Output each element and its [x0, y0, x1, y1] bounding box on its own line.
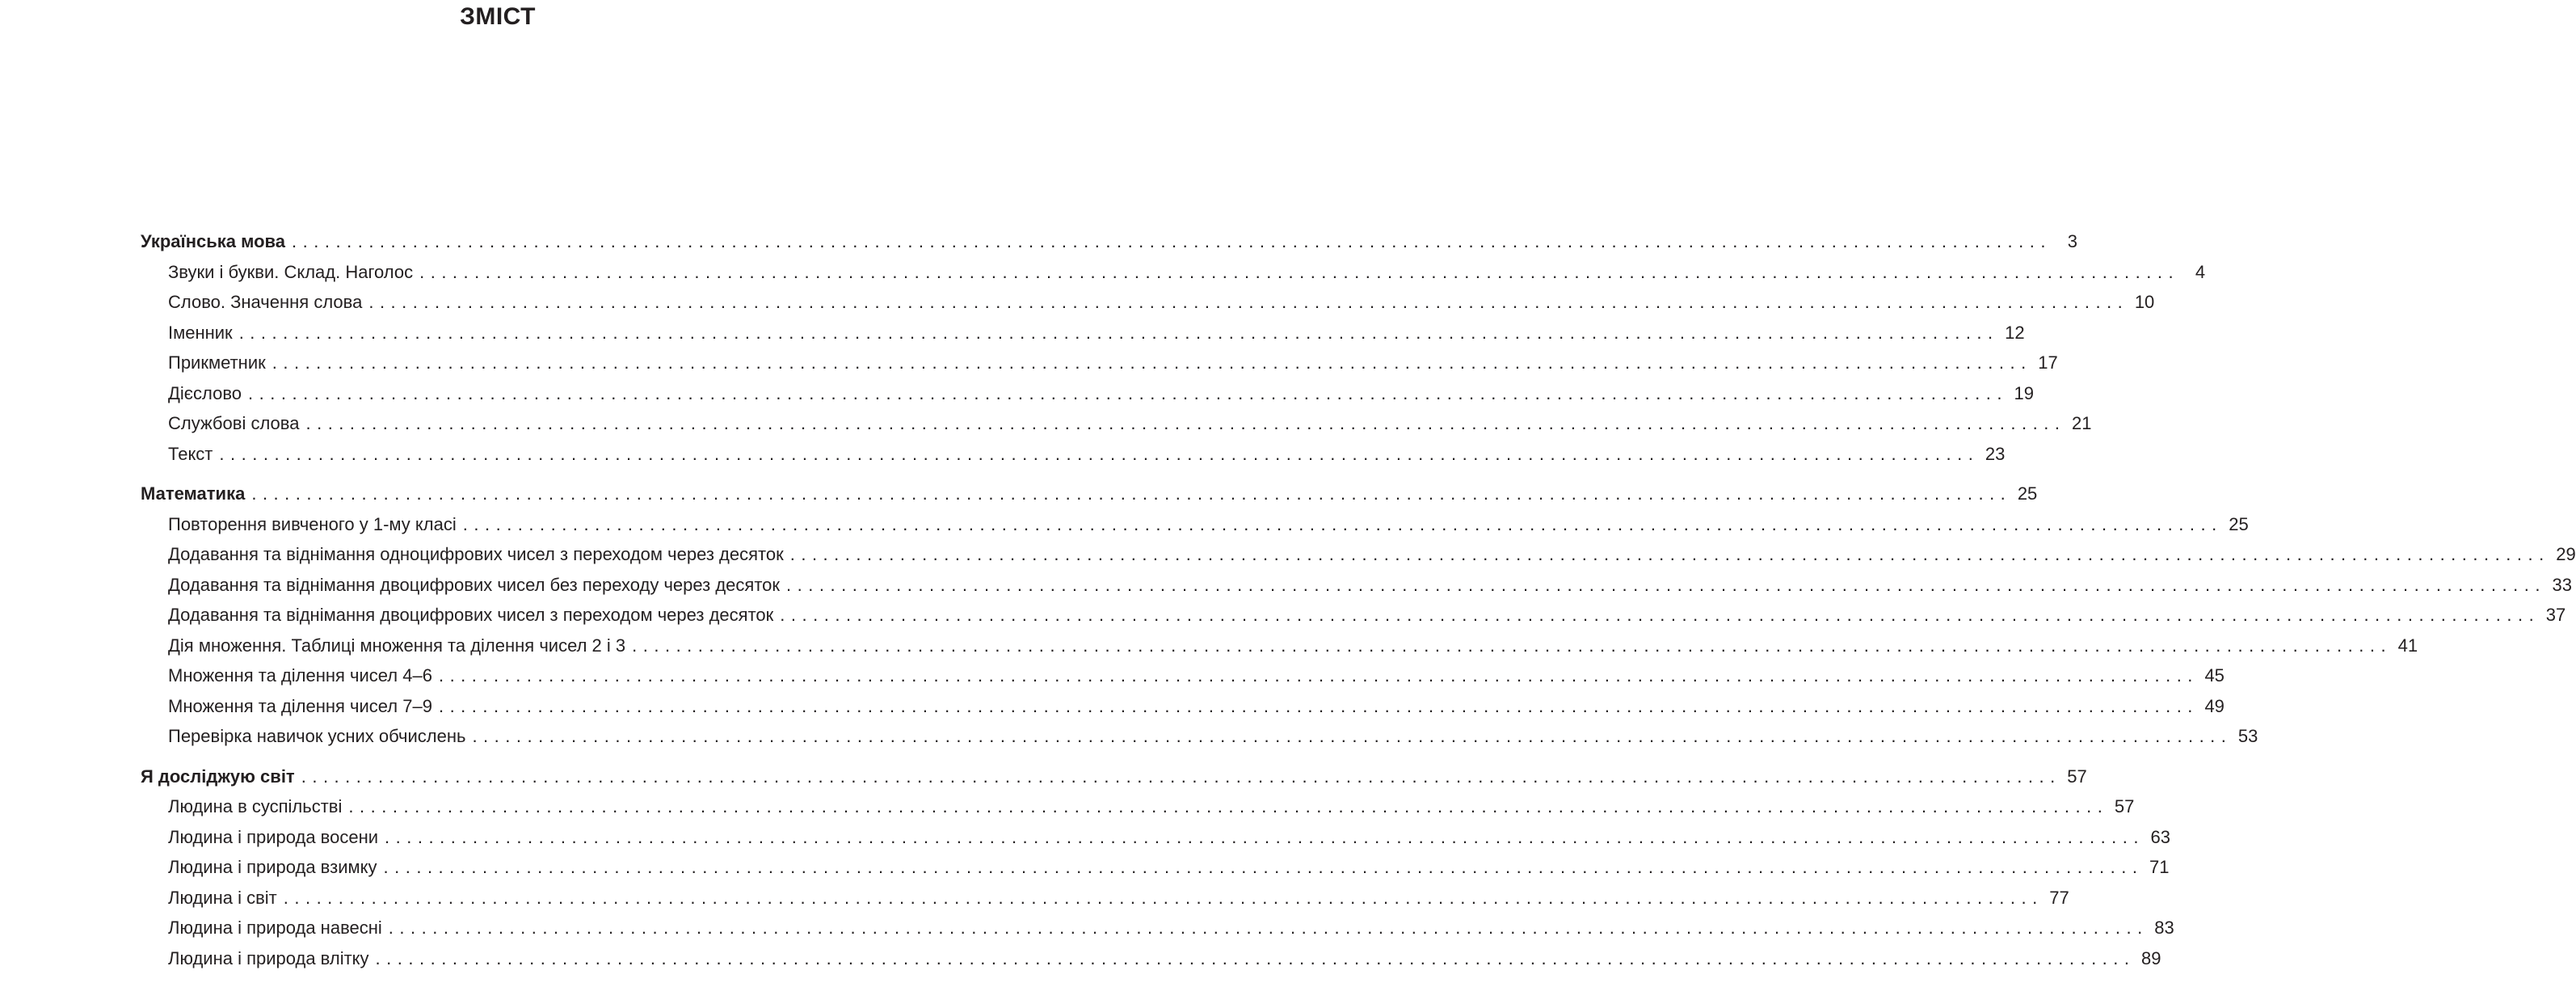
dot-leader: ................................................................................................................................................................ — [438, 665, 2199, 686]
dot-leader: ................................................................................................................................................................ — [383, 857, 2144, 877]
dot-leader: ................................................................................................................................................................ — [305, 413, 2066, 433]
page-number: 29 — [2556, 544, 2576, 564]
page-number: 45 — [2204, 665, 2225, 686]
dot-leader: ................................................................................................................................................................ — [388, 918, 2149, 938]
page-number: 49 — [2204, 695, 2225, 716]
toc-entry[interactable] — [141, 660, 2225, 691]
dot-leader: ................................................................................................................................................................ — [789, 544, 2550, 564]
section-title: Я досліджую світ — [141, 766, 295, 787]
dot-leader: ................................................................................................................................................................ — [438, 695, 2199, 716]
toc-entry[interactable] — [141, 408, 2092, 439]
page-number: 4 — [2195, 261, 2206, 282]
page-number: 37 — [2545, 605, 2566, 625]
page-number: 63 — [2150, 826, 2171, 847]
page-number: 21 — [2071, 413, 2092, 433]
page-number: 3 — [2067, 231, 2077, 251]
section-title: Українська мова — [141, 231, 286, 251]
toc-entry[interactable] — [141, 318, 2025, 348]
entry-title: Звуки і букви. Склад. Наголос — [168, 261, 414, 282]
dot-leader: ................................................................................................................................................................ — [375, 947, 2136, 968]
toc-entry[interactable] — [141, 822, 2171, 853]
dot-leader: ................................................................................................................................................................ — [251, 483, 2012, 504]
toc-entry[interactable] — [141, 883, 2069, 913]
page-number: 57 — [2067, 766, 2087, 787]
entry-title: Людина і природа восени — [168, 826, 379, 847]
page-title: ЗМІСТ — [460, 3, 536, 30]
toc-entry[interactable] — [141, 721, 2258, 752]
toc-section-heading[interactable] — [141, 762, 2087, 792]
dot-leader: ................................................................................................................................................................ — [780, 605, 2540, 625]
entry-title: Додавання та віднімання двоцифрових чисел з переходом через десяток — [168, 605, 774, 625]
page-number: 77 — [2049, 887, 2069, 908]
page-number: 57 — [2114, 796, 2135, 816]
dot-leader: ................................................................................................................................................................ — [283, 887, 2044, 908]
entry-title: Текст — [168, 443, 213, 464]
dot-leader: ................................................................................................................................................................ — [462, 513, 2223, 534]
entry-title: Слово. Значення слова — [168, 292, 363, 312]
dot-leader: ................................................................................................................................................................ — [292, 231, 2052, 251]
toc-entry[interactable] — [141, 631, 2418, 661]
dot-leader: ................................................................................................................................................................ — [368, 292, 2129, 312]
toc-section-heading[interactable] — [141, 479, 2038, 509]
toc-entry[interactable] — [141, 852, 2170, 883]
toc-entry[interactable] — [141, 509, 2249, 540]
dot-leader: ................................................................................................................................................................ — [301, 766, 2061, 787]
page-number: 71 — [2149, 857, 2170, 877]
page-number: 25 — [2017, 483, 2038, 504]
entry-title: Прикметник — [168, 352, 266, 373]
page-number: 10 — [2134, 292, 2155, 312]
page-number: 33 — [2552, 574, 2572, 595]
dot-leader: ................................................................................................................................................................ — [219, 443, 1980, 464]
dot-leader: ................................................................................................................................................................ — [248, 382, 2008, 403]
toc-entry[interactable] — [141, 378, 2034, 409]
entry-title: Людина і світ — [168, 887, 277, 908]
page-number: 17 — [2038, 352, 2058, 373]
toc-entry[interactable] — [141, 570, 2572, 601]
table-of-contents — [141, 226, 2576, 983]
entry-title: Людина і природа влітку — [168, 947, 369, 968]
toc-entry[interactable] — [141, 600, 2566, 631]
toc-section-world — [141, 762, 2174, 974]
toc-entry[interactable] — [141, 913, 2174, 943]
dot-leader: ................................................................................................................................................................ — [348, 796, 2109, 816]
toc-entry[interactable] — [141, 348, 2058, 378]
page-number: 19 — [2014, 382, 2034, 403]
page-number: 23 — [1985, 443, 2006, 464]
page-number: 41 — [2397, 635, 2418, 656]
toc-entry[interactable] — [141, 791, 2135, 822]
page-number: 53 — [2237, 726, 2258, 746]
entry-title: Дієслово — [168, 382, 242, 403]
dot-leader: ................................................................................................................................................................ — [238, 322, 1999, 343]
entry-title: Людина і природа взимку — [168, 857, 377, 877]
toc-entry[interactable] — [141, 691, 2225, 722]
section-title: Математика — [141, 483, 246, 504]
entry-title: Іменник — [168, 322, 233, 343]
entry-title: Множення та ділення чисел 4–6 — [168, 665, 432, 686]
dot-leader: ................................................................................................................................................................ — [786, 574, 2546, 595]
page-number: 83 — [2154, 918, 2174, 938]
dot-leader: ................................................................................................................................................................ — [385, 826, 2145, 847]
toc-entry[interactable] — [141, 439, 2006, 470]
entry-title: Перевірка навичок усних обчислень — [168, 726, 466, 746]
page-number: 12 — [2005, 322, 2025, 343]
entry-title: Множення та ділення чисел 7–9 — [168, 695, 432, 716]
toc-section-ukrainian — [141, 226, 2206, 469]
entry-title: Людина і природа навесні — [168, 918, 382, 938]
entry-title: Додавання та віднімання двоцифрових чисел без переходу через десяток — [168, 574, 781, 595]
entry-title: Службові слова — [168, 413, 300, 433]
toc-entry[interactable] — [141, 539, 2576, 570]
dot-leader: ................................................................................................................................................................ — [271, 352, 2032, 373]
entry-title: Повторення вивченого у 1-му класі — [168, 513, 457, 534]
entry-title: Людина в суспільстві — [168, 796, 343, 816]
toc-section-heading[interactable] — [141, 226, 2077, 257]
entry-title: Дія множення. Таблиці множення та ділення чисел 2 і 3 — [168, 635, 626, 656]
toc-entry[interactable] — [141, 257, 2206, 288]
page-number: 89 — [2141, 947, 2161, 968]
toc-entry[interactable] — [141, 943, 2161, 974]
dot-leader: ................................................................................................................................................................ — [472, 726, 2233, 746]
dot-leader: ................................................................................................................................................................ — [632, 635, 2393, 656]
toc-entry[interactable] — [141, 287, 2155, 318]
entry-title: Додавання та віднімання одноцифрових чисел з переходом через десяток — [168, 544, 784, 564]
toc-section-math — [141, 479, 2576, 752]
dot-leader: ................................................................................................................................................................ — [419, 261, 2180, 282]
page-number: 25 — [2229, 513, 2249, 534]
